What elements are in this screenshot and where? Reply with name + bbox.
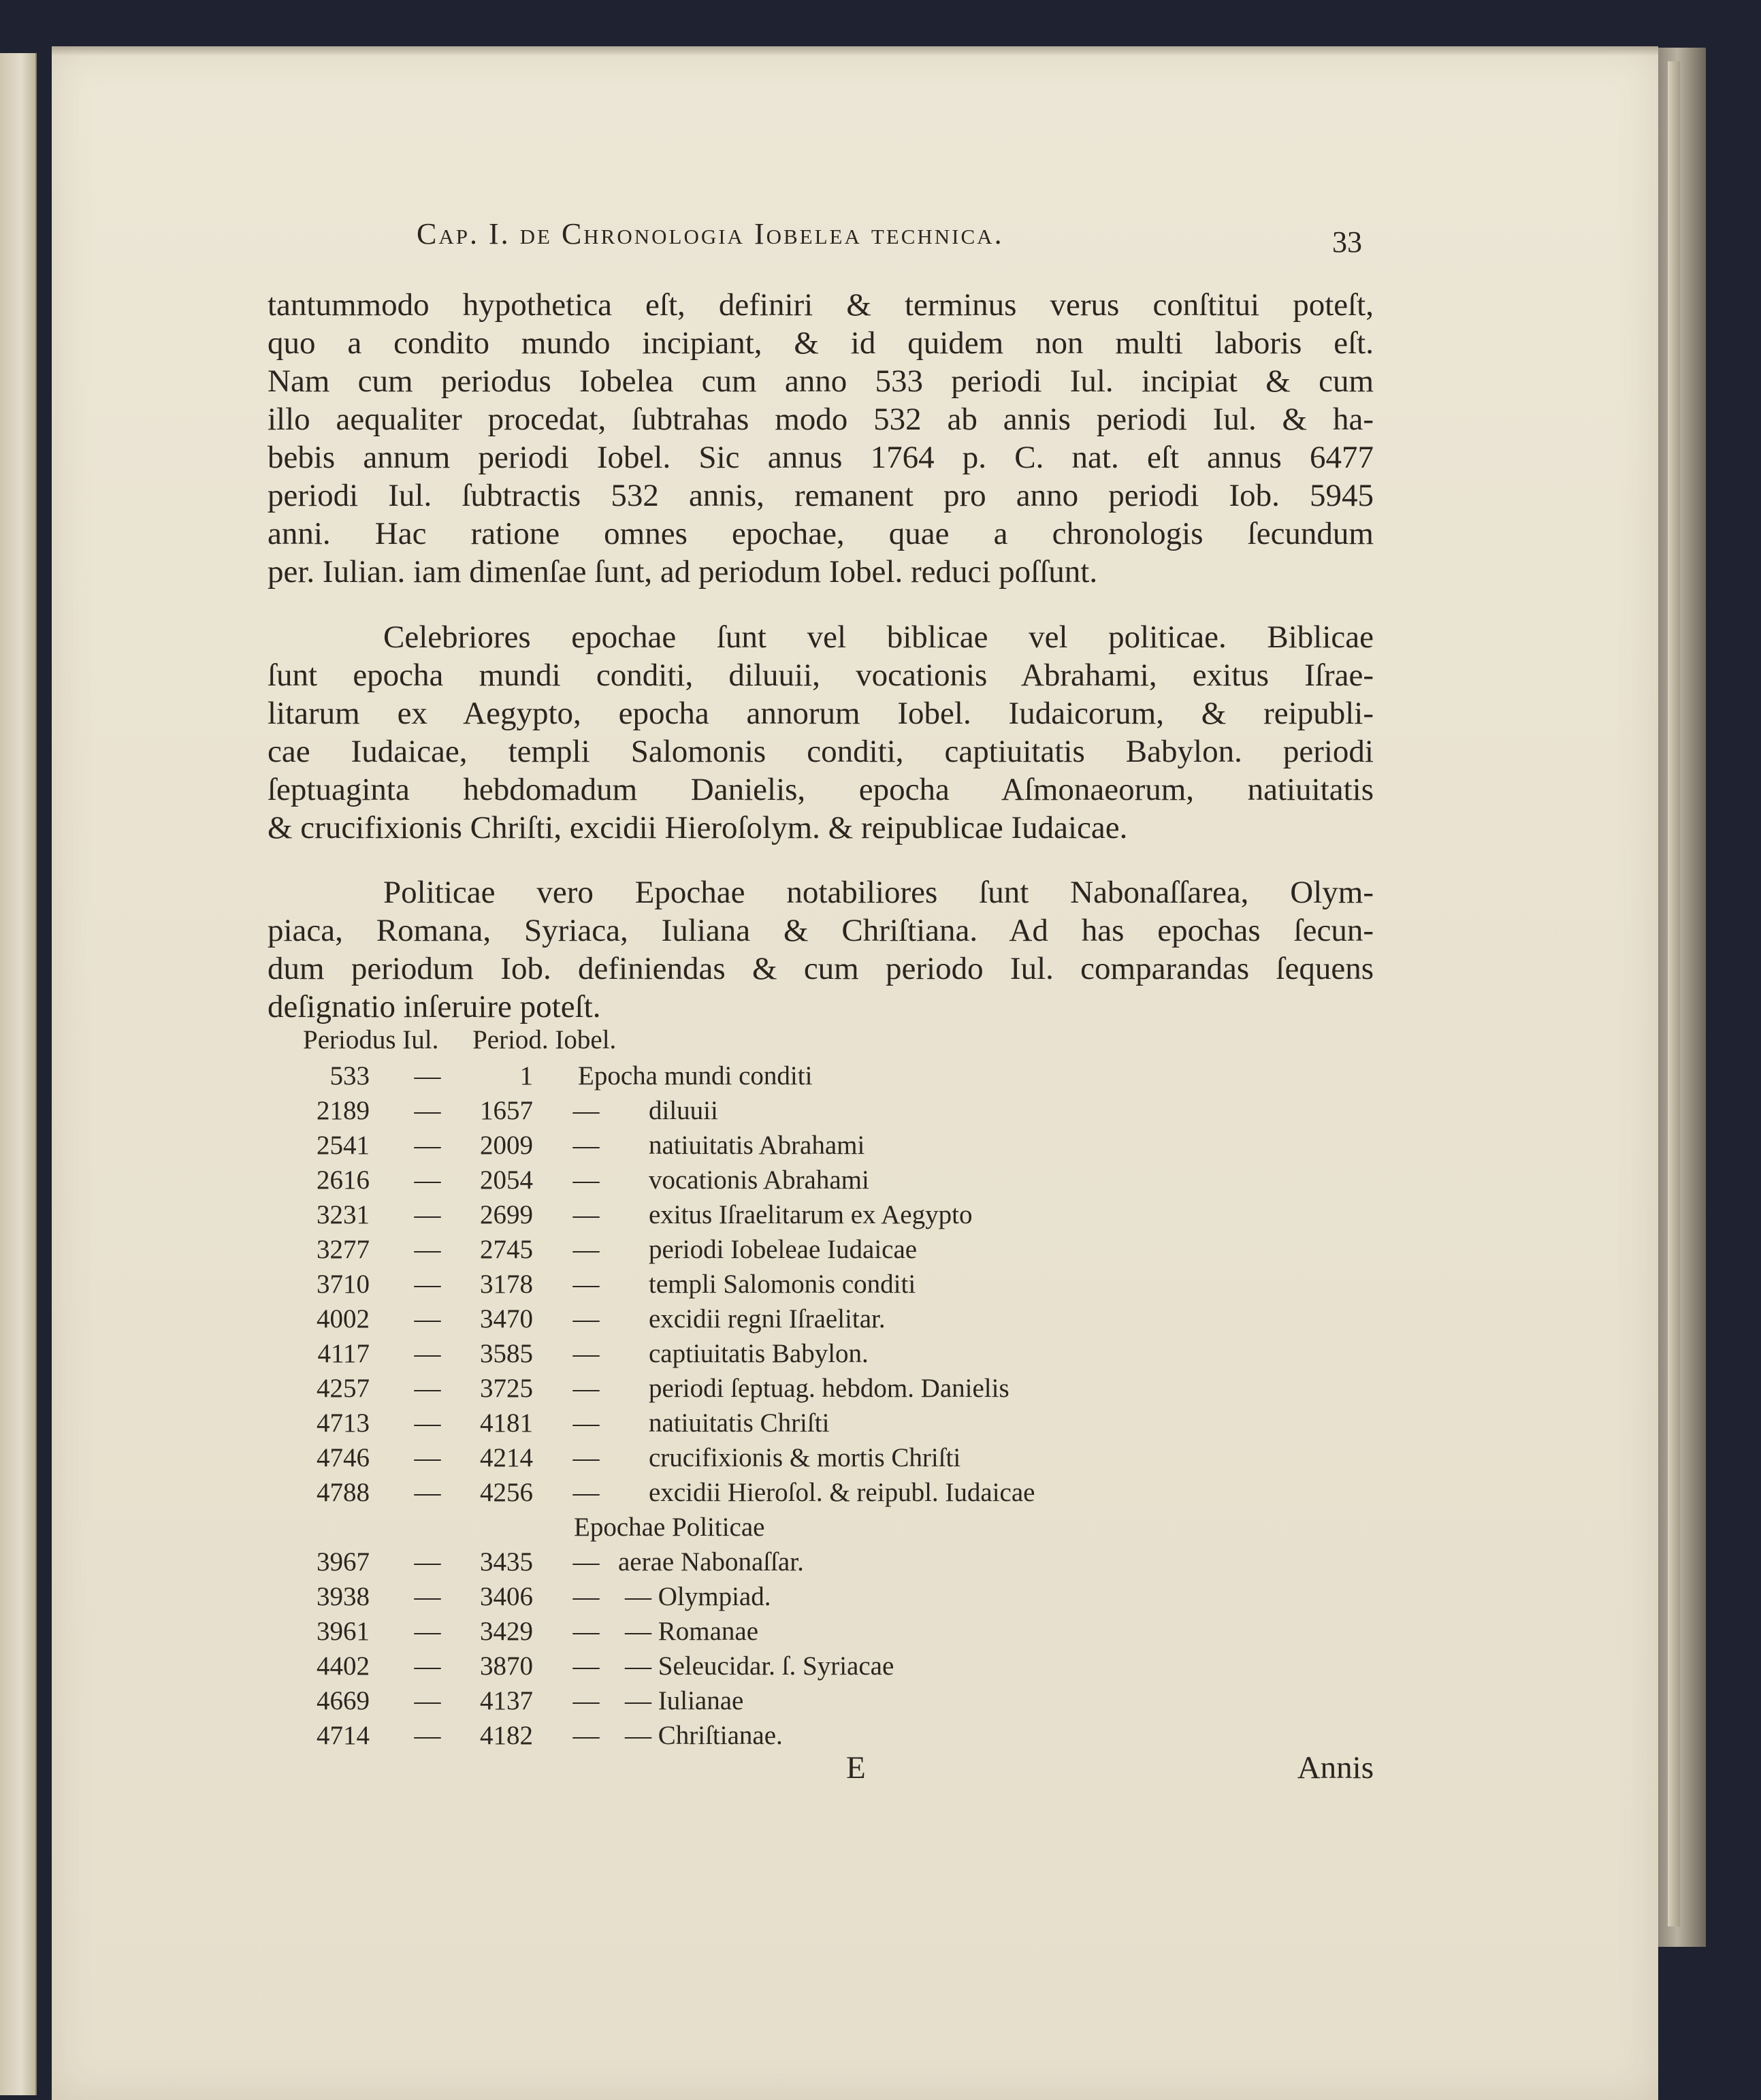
- page-top-shadow: [52, 46, 1658, 56]
- iobel-year: 3870: [480, 1651, 533, 1681]
- table-row: [268, 1234, 1152, 1268]
- iobel-year: 3406: [480, 1582, 533, 1611]
- table-row: [268, 1477, 1152, 1511]
- text-line: periodi Iul. ſubtractis 532 annis, remanent pro anno periodi Iob. 5945: [268, 478, 1374, 513]
- page-header: [417, 216, 1370, 264]
- signature-mark: E: [846, 1750, 866, 1786]
- dash: —: [572, 1547, 600, 1577]
- table-row: [268, 1547, 1152, 1581]
- paragraph-3: [268, 873, 1374, 1026]
- iobel-year: 3470: [480, 1304, 533, 1334]
- julian-year: 3710: [317, 1270, 370, 1299]
- iobel-year: 3429: [480, 1617, 533, 1646]
- julian-year: 3231: [317, 1200, 370, 1229]
- table-row: [268, 1685, 1152, 1719]
- julian-year: 2541: [317, 1131, 370, 1160]
- text-line: ſunt epocha mundi conditi, diluuii, vocationis Abrahami, exitus Iſrae-: [268, 658, 1374, 693]
- dash: —: [414, 1582, 441, 1611]
- iobel-year: 4214: [480, 1443, 533, 1472]
- julian-year: 3967: [317, 1547, 370, 1577]
- dash: —: [572, 1165, 600, 1195]
- left-page-edge: [0, 53, 37, 2095]
- epoch-name: vocationis Abrahami: [649, 1165, 869, 1195]
- table-row: [268, 1061, 1152, 1095]
- iobel-year: 3725: [480, 1374, 533, 1403]
- epoch-name: excidii regni Iſraelitar.: [649, 1304, 886, 1334]
- iobel-year: 3435: [480, 1547, 533, 1577]
- text-line: bebis annum periodi Iobel. Sic annus 1764 p. C. nat. eſt annus 6477: [268, 440, 1374, 475]
- table-row: [268, 1338, 1152, 1372]
- julian-year: 4713: [317, 1408, 370, 1438]
- julian-year: 4746: [317, 1443, 370, 1472]
- text-line: Politicae vero Epochae notabiliores ſunt Nabonaſſarea, Olym-: [383, 875, 1374, 910]
- dash: —: [572, 1582, 600, 1611]
- dash: —: [414, 1131, 441, 1160]
- iobel-year: 1: [519, 1061, 533, 1091]
- table-row: [268, 1130, 1152, 1164]
- dash: —: [414, 1478, 441, 1507]
- epoch-name: natiuitatis Chriſti: [649, 1408, 830, 1438]
- table-row: [268, 1095, 1152, 1129]
- dash: —: [572, 1617, 600, 1646]
- text-line: quo a condito mundo incipiant, & id quidem non multi laboris eſt.: [268, 325, 1374, 361]
- text-line: anni. Hac ratione omnes epochae, quae a chronologis ſecundum: [268, 516, 1374, 551]
- header-periodus-iul: Periodus Iul.: [303, 1025, 439, 1054]
- paragraph-1: [268, 286, 1374, 591]
- text-line: cae Iudaicae, templi Salomonis conditi, captiuitatis Babylon. periodi: [268, 734, 1374, 769]
- dash: —: [414, 1061, 441, 1091]
- julian-year: 4002: [317, 1304, 370, 1334]
- text-line: litarum ex Aegypto, epocha annorum Iobel. Iudaicorum, & reipubli-: [268, 696, 1374, 731]
- table-header: [303, 1024, 616, 1055]
- table-row: [268, 1651, 1152, 1685]
- text-line: deſignatio inſeruire poteſt.: [268, 989, 601, 1024]
- table-row: [268, 1373, 1152, 1407]
- dash: —: [414, 1617, 441, 1646]
- table-row: [268, 1165, 1152, 1199]
- julian-year: 533: [329, 1061, 370, 1091]
- right-page-edge-inner: [1668, 61, 1680, 1926]
- dash: —: [572, 1374, 600, 1403]
- dash: —: [414, 1270, 441, 1299]
- julian-year: 3961: [317, 1617, 370, 1646]
- epoch-name: excidii Hieroſol. & reipubl. Iudaicae: [649, 1478, 1035, 1507]
- text-line: Celebriores epochae ſunt vel biblicae vel politicae. Biblicae: [383, 619, 1374, 655]
- julian-year: 4117: [317, 1339, 370, 1368]
- dash: —: [414, 1165, 441, 1195]
- iobel-year: 3178: [480, 1270, 533, 1299]
- dash: —: [414, 1304, 441, 1334]
- dash: —: [414, 1374, 441, 1403]
- epoch-name: natiuitatis Abrahami: [649, 1131, 865, 1160]
- dash: —: [414, 1443, 441, 1472]
- page-number: 33: [1332, 225, 1362, 259]
- table-row: [268, 1199, 1152, 1233]
- table-row: [268, 1304, 1152, 1338]
- dash: —: [572, 1096, 600, 1125]
- iobel-year: 4256: [480, 1478, 533, 1507]
- iobel-year: 3585: [480, 1339, 533, 1368]
- dash: —: [414, 1235, 441, 1264]
- catchword: Annis: [1297, 1750, 1374, 1786]
- dash: —: [572, 1478, 600, 1507]
- epoch-name: captiuitatis Babylon.: [649, 1339, 869, 1368]
- dash: —: [414, 1651, 441, 1681]
- epoch-name: — Iulianae: [625, 1686, 744, 1715]
- header-period-iobel: Period. Iobel.: [472, 1025, 617, 1054]
- political-epochs-heading: Epochae Politicae: [574, 1513, 765, 1542]
- dash: —: [414, 1339, 441, 1368]
- dash: —: [572, 1131, 600, 1160]
- dash: —: [572, 1686, 600, 1715]
- julian-year: 2616: [317, 1165, 370, 1195]
- table-row: [268, 1581, 1152, 1615]
- julian-year: 4257: [317, 1374, 370, 1403]
- iobel-year: 4182: [480, 1721, 533, 1750]
- epoch-name: periodi ſeptuag. hebdom. Danielis: [649, 1374, 1009, 1403]
- epoch-name: crucifixionis & mortis Chriſti: [649, 1443, 961, 1472]
- dash: —: [572, 1408, 600, 1438]
- epoch-name: templi Salomonis conditi: [649, 1270, 916, 1299]
- julian-year: 4402: [317, 1651, 370, 1681]
- table-row: [268, 1616, 1152, 1650]
- text-line: dum periodum Iob. definiendas & cum periodo Iul. comparandas ſequens: [268, 951, 1374, 986]
- epoch-name: exitus Iſraelitarum ex Aegypto: [649, 1200, 973, 1229]
- iobel-year: 2745: [480, 1235, 533, 1264]
- dash: —: [572, 1721, 600, 1750]
- epoch-name: — Olympiad.: [625, 1582, 771, 1611]
- table-row: [268, 1442, 1152, 1476]
- epoch-name: diluuii: [649, 1096, 718, 1125]
- julian-year: 2189: [317, 1096, 370, 1125]
- julian-year: 4714: [317, 1721, 370, 1750]
- dash: —: [414, 1096, 441, 1125]
- julian-year: 3277: [317, 1235, 370, 1264]
- epoch-name: periodi Iobeleae Iudaicae: [649, 1235, 918, 1264]
- dash: —: [414, 1686, 441, 1715]
- epoch-name: — Chriſtianae.: [625, 1721, 783, 1750]
- paragraph-2: [268, 618, 1374, 847]
- dash: —: [414, 1721, 441, 1750]
- table-row: [268, 1269, 1152, 1303]
- dash: —: [572, 1339, 600, 1368]
- julian-year: 3938: [317, 1582, 370, 1611]
- epoch-name: — Seleucidar. ſ. Syriacae: [625, 1651, 894, 1681]
- dash: —: [572, 1304, 600, 1334]
- right-page-edge: [1658, 48, 1706, 1947]
- text-line: ſeptuaginta hebdomadum Danielis, epocha Aſmonaeorum, natiuitatis: [268, 772, 1374, 807]
- iobel-year: 2699: [480, 1200, 533, 1229]
- dash: —: [414, 1408, 441, 1438]
- epoch-name: aerae Nabonaſſar.: [618, 1547, 804, 1577]
- epoch-name: Epocha mundi conditi: [578, 1061, 813, 1091]
- table-row: [268, 1408, 1152, 1442]
- iobel-year: 4181: [480, 1408, 533, 1438]
- text-line: illo aequaliter procedat, ſubtrahas modo 532 ab annis periodi Iul. & ha-: [268, 402, 1374, 437]
- page-footer: [268, 1749, 1374, 1790]
- iobel-year: 4137: [480, 1686, 533, 1715]
- julian-year: 4788: [317, 1478, 370, 1507]
- iobel-year: 1657: [480, 1096, 533, 1125]
- epoch-name: — Romanae: [625, 1617, 759, 1646]
- dash: —: [572, 1200, 600, 1229]
- dash: —: [572, 1270, 600, 1299]
- text-line: piaca, Romana, Syriaca, Iuliana & Chriſtiana. Ad has epochas ſecun-: [268, 913, 1374, 948]
- text-line: tantummodo hypothetica eſt, definiri & terminus verus conſtitui poteſt,: [268, 287, 1374, 323]
- dash: —: [414, 1547, 441, 1577]
- iobel-year: 2054: [480, 1165, 533, 1195]
- julian-year: 4669: [317, 1686, 370, 1715]
- iobel-year: 2009: [480, 1131, 533, 1160]
- dash: —: [414, 1200, 441, 1229]
- running-head: Cap. I. de Chronologia Iobelea technica.: [417, 217, 1004, 251]
- text-line: per. Iulian. iam dimenſae ſunt, ad periodum Iobel. reduci poſſunt.: [268, 554, 1098, 589]
- dash: —: [572, 1235, 600, 1264]
- dash: —: [572, 1651, 600, 1681]
- text-line: Nam cum periodus Iobelea cum anno 533 periodi Iul. incipiat & cum: [268, 364, 1374, 399]
- dash: —: [572, 1443, 600, 1472]
- text-line: & crucifixionis Chriſti, excidii Hieroſolym. & reipublicae Iudaicae.: [268, 810, 1128, 845]
